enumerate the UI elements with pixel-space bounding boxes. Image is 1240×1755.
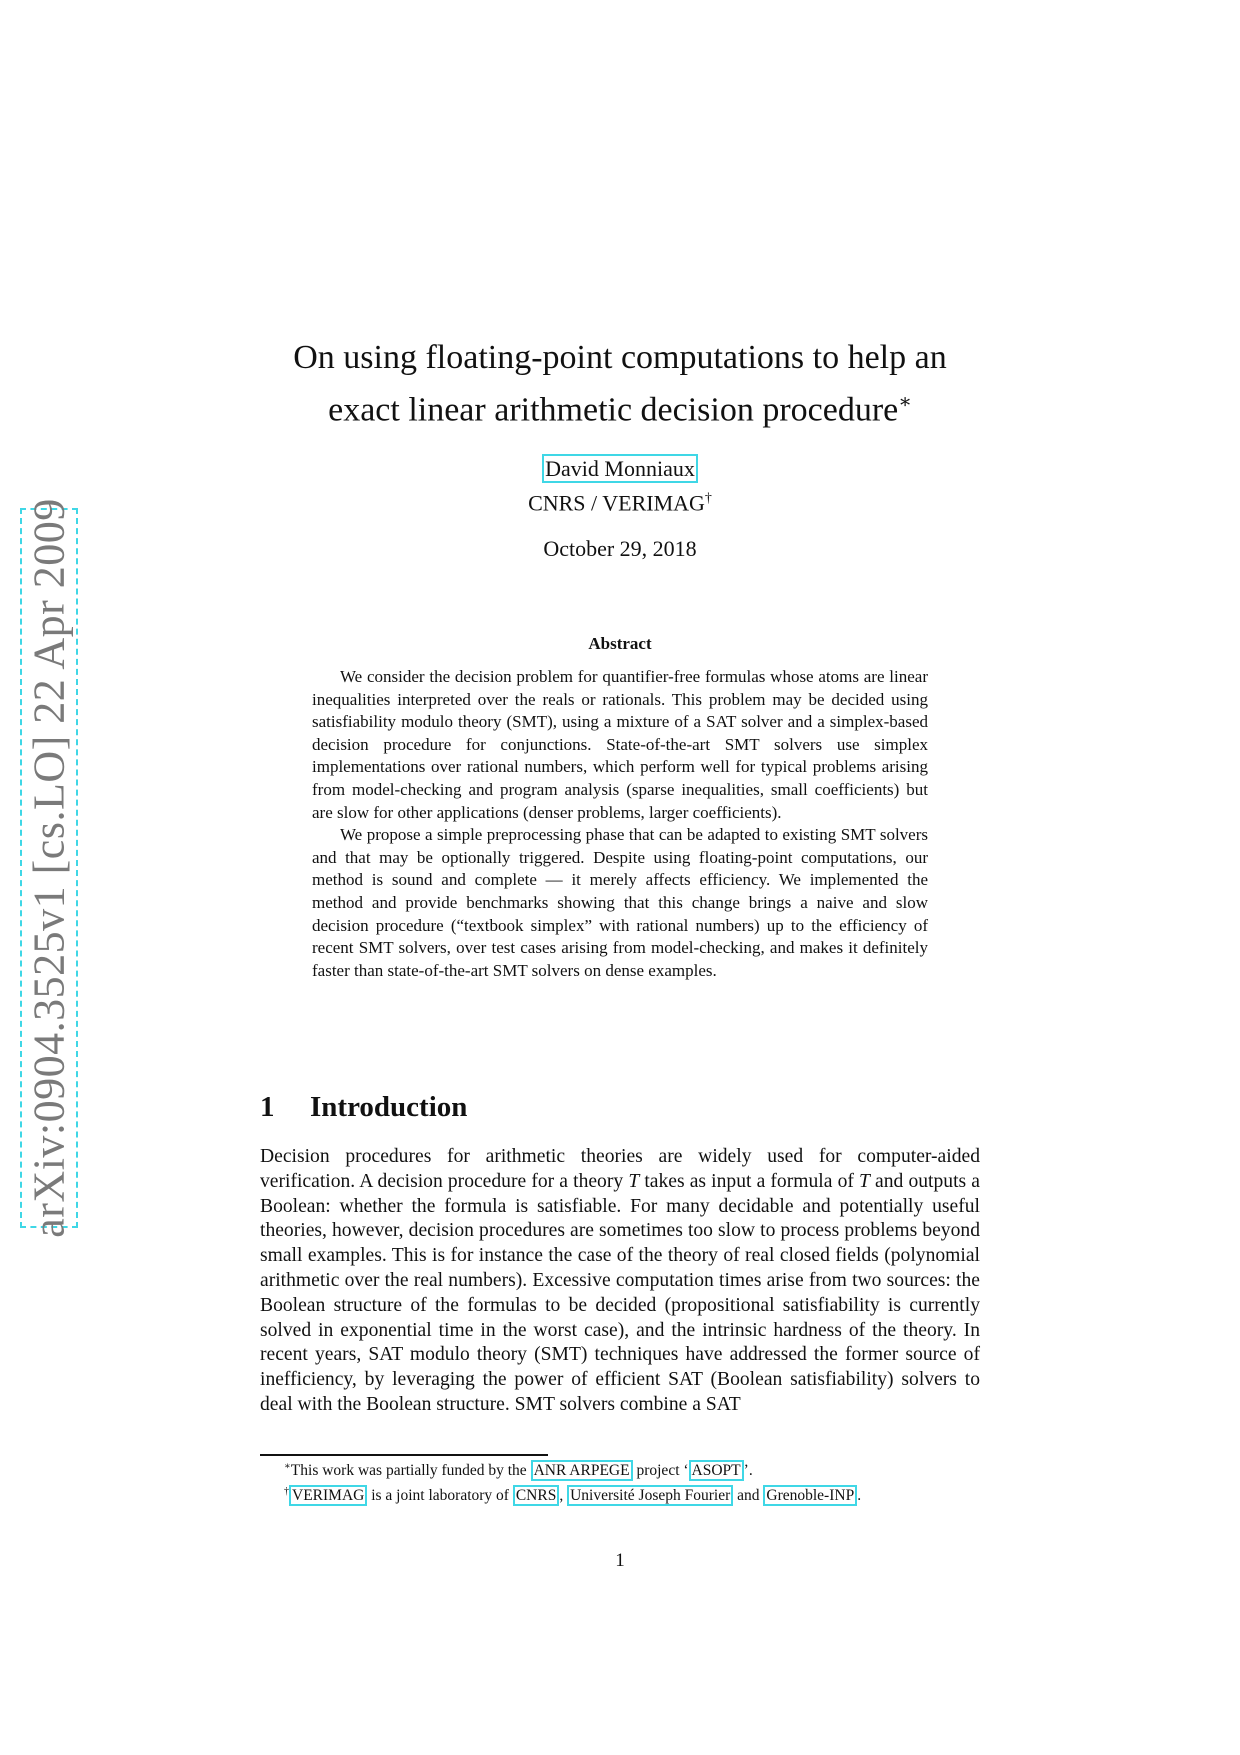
footnote-1-text: This work was partially funded by the	[290, 1462, 531, 1480]
paper-date: October 29, 2018	[543, 536, 697, 561]
footnote-rule	[260, 1454, 548, 1456]
title-line-2: exact linear arithmetic decision procedure	[328, 391, 899, 429]
author-link[interactable]: David Monniaux	[542, 454, 698, 483]
footnote-2-text: ,	[559, 1486, 568, 1504]
intro-paragraph	[260, 1145, 980, 1418]
asopt-link[interactable]: ASOPT	[689, 1460, 744, 1481]
ujf-link[interactable]: Université Joseph Fourier	[567, 1485, 733, 1506]
section-heading	[260, 1089, 467, 1125]
footnote-1-text: ’.	[743, 1462, 753, 1480]
intro-text-1: Decision procedures for arithmetic theories are widely used for computer-aided verification. A decision procedure for a theory	[260, 1146, 980, 1192]
author-block	[0, 454, 1240, 484]
footnotes	[260, 1457, 1020, 1506]
intro-text-3: and outputs a Boolean: whether the formula is satisfiable. For many decidable and potentially useful theories, however, decision procedures are sometimes too slow to process problems beyond small examples. This is for instance the case of the theory of real closed fields (polynomial arithmetic over the real numbers). Excessive computation times arise from two sources: the Boolean structure of the formulas to be decided (propositional satisfiability is currently solved in exponential time in the worst case), and the intrinsic hardness of the theory. In recent years, SAT modulo theory (SMT) techniques have addressed the former source of inefficiency, by leveraging the power of efficient SAT (Boolean satisfiability) solvers to deal with the Boolean structure. SMT solvers combine a SAT	[260, 1170, 980, 1415]
footnote-2-text: .	[857, 1486, 862, 1504]
arxiv-identifier: arXiv:0904.3525v1 [cs.LO] 22 Apr 2009	[24, 498, 74, 1238]
page-number: 1	[615, 1550, 625, 1571]
intro-var-t-1: T	[628, 1170, 640, 1192]
title-footnote-mark: ∗	[898, 391, 912, 413]
section-number: 1	[260, 1091, 275, 1123]
abstract-paragraph-1: We consider the decision problem for quantifier-free formulas whose atoms are linear inequalities interpreted over the reals or rationals. This problem may be decided using satisfiability modulo theory (SMT), using a mixture of a SAT solver and a simplex-based decision procedure for conjunctions. State-of-the-art SMT solvers use simplex implementations over rational numbers, which perform well for typical problems arising from model-checking and program analysis (sparse inequalities, small coefficients) but are slow for other applications (denser problems, larger coefficients).	[312, 667, 928, 822]
introduction-body	[260, 1145, 980, 1418]
section-title-text: Introduction	[310, 1091, 468, 1123]
affiliation-footnote-mark: †	[704, 491, 712, 506]
abstract-paragraph-2: We propose a simple preprocessing phase that can be adapted to existing SMT solvers and that may be optionally triggered. Despite using floating-point computations, our method is sound and complete — it merely affects efficiency. We implemented the method and provide benchmarks showing that this change brings a naive and slow decision procedure (“textbook simplex” with rational numbers) up to the efficiency of recent SMT solvers, over test cases arising from model-checking, and makes it definitely faster than state-of-the-art SMT solvers on dense examples.	[312, 825, 928, 980]
abstract-body	[312, 666, 928, 982]
affiliation	[0, 484, 1240, 518]
footnote-1-mark: ∗	[284, 1461, 291, 1472]
cnrs-link[interactable]: CNRS	[513, 1485, 560, 1506]
intro-var-t-2: T	[859, 1170, 870, 1192]
anr-arpege-link[interactable]: ANR ARPEGE	[531, 1460, 633, 1481]
verimag-link[interactable]: VERIMAG	[289, 1485, 367, 1506]
footnote-2	[260, 1482, 1020, 1507]
footnote-2-text: is a joint laboratory of	[367, 1486, 513, 1504]
footnote-1-text: project ‘	[632, 1462, 689, 1480]
title-line-1: On using floating-point computations to help an	[293, 339, 947, 376]
arxiv-stamp[interactable]	[20, 498, 78, 1238]
footnote-1	[260, 1457, 1020, 1482]
footnote-2-text: and	[733, 1486, 764, 1504]
footnote-2-mark: †	[284, 1485, 289, 1497]
paper-title	[180, 335, 1060, 432]
grenoble-inp-link[interactable]: Grenoble-INP	[763, 1485, 857, 1506]
abstract-heading: Abstract	[588, 634, 652, 653]
intro-text-2: takes as input a formula of	[639, 1170, 860, 1192]
affiliation-text: CNRS / VERIMAG	[528, 490, 705, 516]
